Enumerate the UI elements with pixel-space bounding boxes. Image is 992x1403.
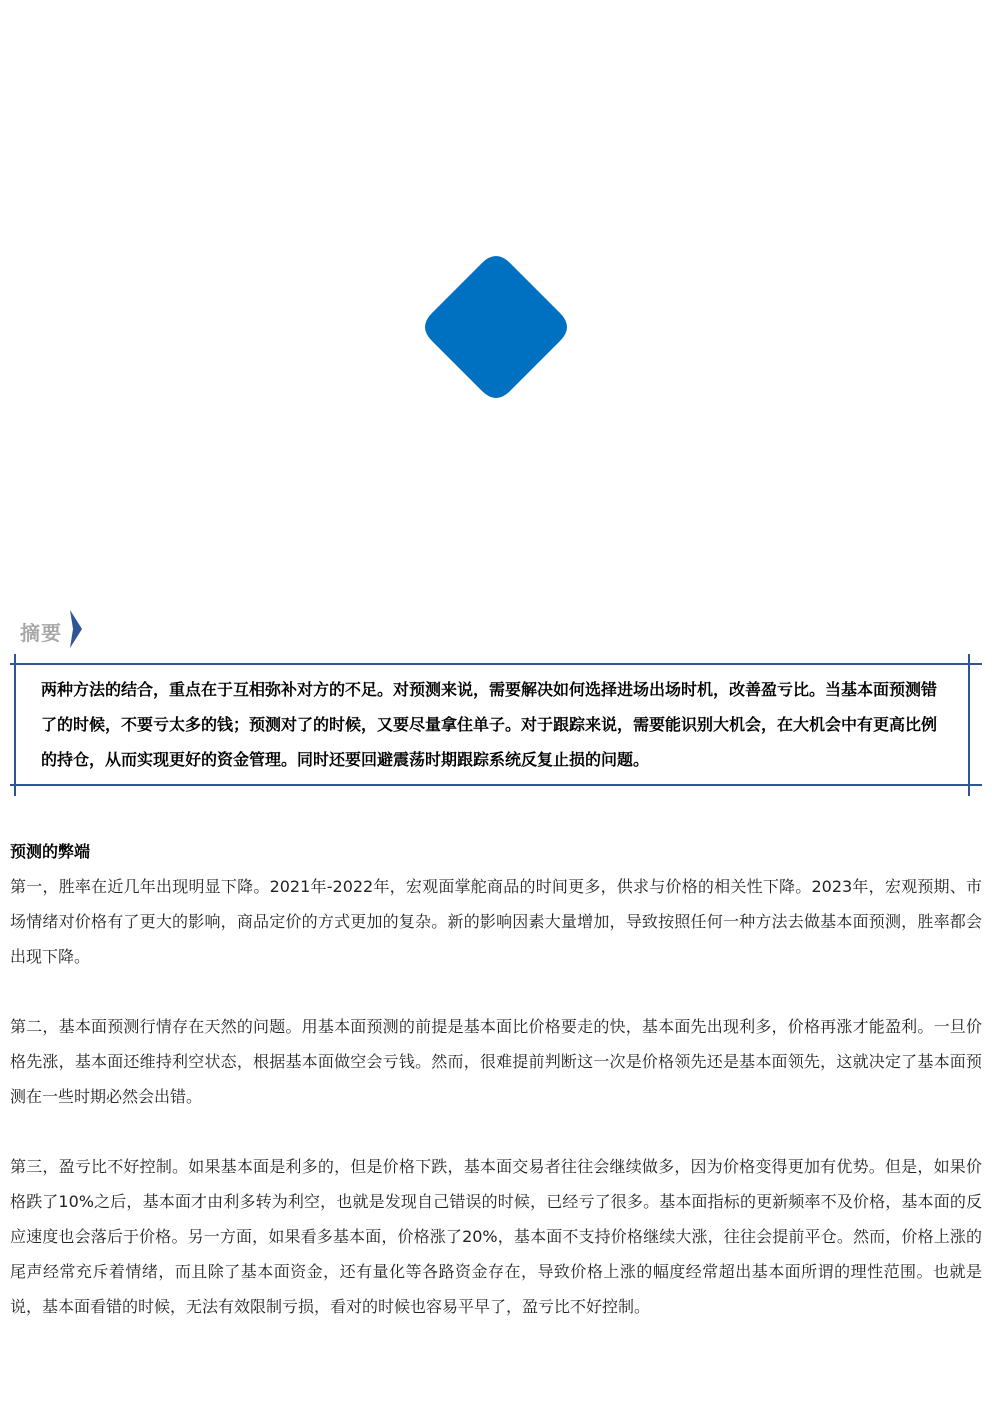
paragraph-1: 第一，胜率在近几年出现明显下降。2021年-2022年，宏观面掌舵商品的时间更多，供求与价格的相关性下降。2023年，宏观预期、市场情绪对价格有了更大的影响，商品定价的方式更加的复杂。新的影响因素大量增加，导致按照任何一种方法去做基本面预测，胜率都会出现下降。 [10,877,982,966]
section-title: 预测的弊端 [10,842,91,861]
diamond-icon [424,255,568,399]
main-content [10,834,982,1359]
summary-bottom-border [10,784,982,786]
chevron-right-icon [70,610,84,652]
summary-top-border [10,663,982,665]
paragraph-3: 第三，盈亏比不好控制。如果基本面是利多的，但是价格下跌，基本面交易者往往会继续做多，因为价格变得更加有优势。但是，如果价格跌了10%之后，基本面才由利多转为利空，也就是发现自己错误的时候，已经亏了很多。基本面指标的更新频率不及价格，基本面的反应速度也会落后于价格。另一方面，如果看多基本面，价格涨了20%，基本面不支持价格继续大涨，往往会提前平仓。然而，价格上涨的尾声经常充斥着情绪，而且除了基本面资金，还有量化等各路资金存在，导致价格上涨的幅度经常超出基本面所谓的理性范围。也就是说，基本面看错的时候，无法有效限制亏损，看对的时候也容易平早了，盈亏比不好控制。 [10,1157,982,1316]
summary-right-border [968,654,970,796]
summary-title: 摘要 [20,620,62,645]
summary-header [20,612,84,650]
summary-box [10,654,982,796]
paragraph-2: 第二，基本面预测行情存在天然的问题。用基本面预测的前提是基本面比价格要走的快，基本面先出现利多，价格再涨才能盈利。一旦价格先涨，基本面还维持利空状态，根据基本面做空会亏钱。然而，很难提前判断这一次是价格领先还是基本面领先，这就决定了基本面预测在一些时期必然会出错。 [10,1017,982,1106]
summary-left-border [14,654,16,796]
summary-text: 两种方法的结合，重点在于互相弥补对方的不足。对预测来说，需要解决如何选择进场出场时机，改善盈亏比。当基本面预测错了的时候，不要亏太多的钱；预测对了的时候，又要尽量拿住单子。对于跟踪来说，需要能识别大机会，在大机会中有更高比例的持仓，从而实现更好的资金管理。同时还要回避震荡时期跟踪系统反复止损的问题。 [41,680,938,769]
logo-diamond [424,255,568,399]
